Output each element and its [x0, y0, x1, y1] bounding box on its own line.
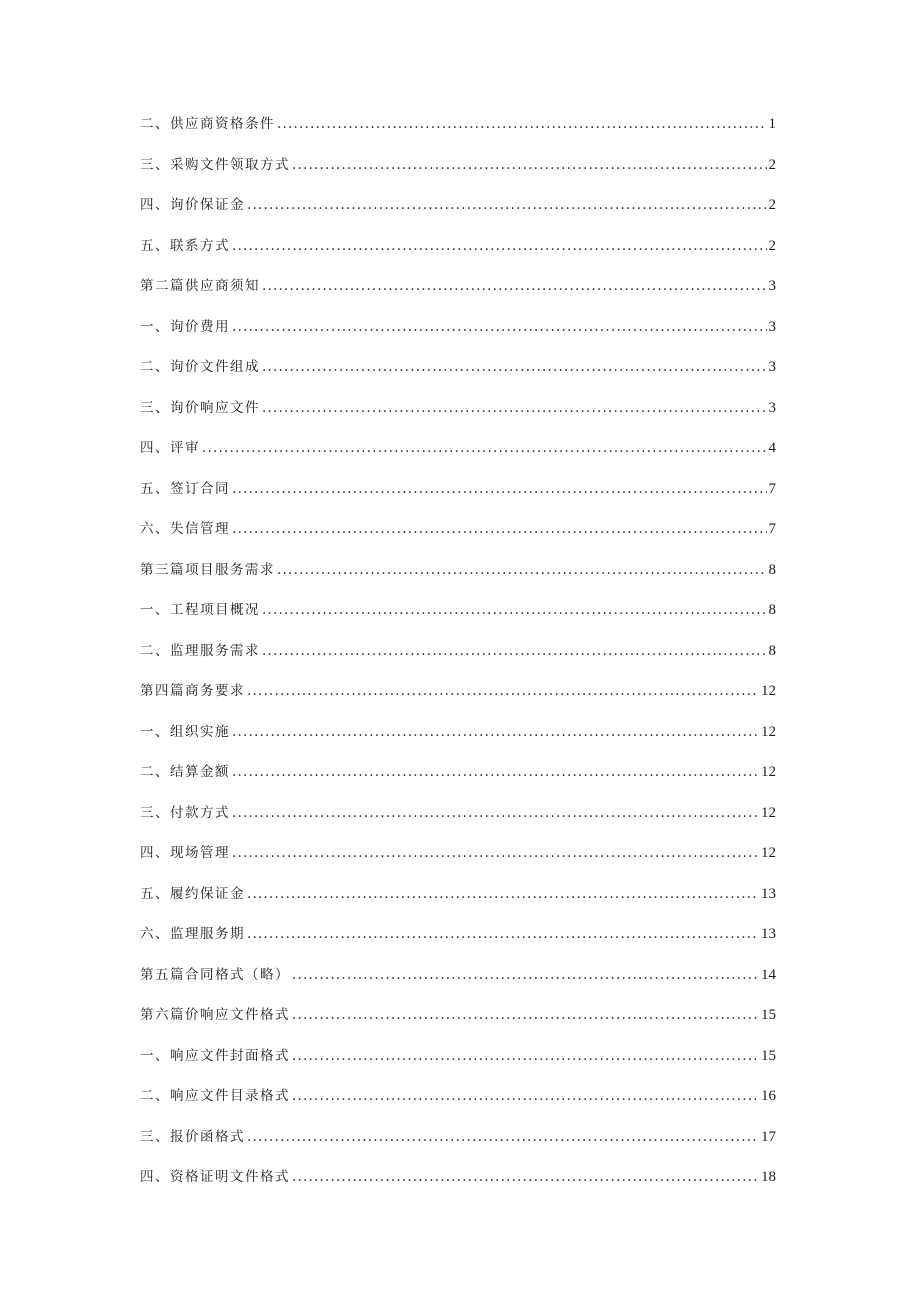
- toc-entry-title: 五、签订合同: [140, 480, 230, 497]
- toc-dot-leader: [277, 562, 767, 578]
- toc-entry-title: 一、工程项目概况: [140, 602, 260, 618]
- toc-entry-page: 18: [761, 1169, 776, 1185]
- toc-entry[interactable]: [140, 153, 776, 194]
- toc-section-entry[interactable]: [140, 558, 776, 599]
- toc-entry[interactable]: [140, 234, 776, 275]
- toc-entry-page: 3: [768, 359, 776, 375]
- toc-entry-title: 第五篇合同格式（略）: [140, 966, 290, 983]
- toc-entry[interactable]: [140, 922, 776, 963]
- toc-entry-page: 2: [768, 197, 776, 213]
- toc-dot-leader: [247, 926, 759, 942]
- toc-dot-leader: [292, 1088, 759, 1104]
- toc-dot-leader: [292, 1007, 759, 1023]
- toc-dot-leader: [292, 157, 767, 173]
- toc-entry-title: 一、响应文件封面格式: [140, 1047, 290, 1064]
- toc-entry-page: 17: [761, 1128, 776, 1145]
- toc-entry-title: 三、询价响应文件: [140, 399, 260, 416]
- toc-section-entry[interactable]: [140, 274, 776, 315]
- toc-entry[interactable]: [140, 598, 776, 639]
- toc-entry[interactable]: [140, 841, 776, 882]
- toc-entry-page: 2: [768, 156, 776, 173]
- toc-entry-page: 12: [761, 723, 776, 740]
- toc-entry-title: 一、组织实施: [140, 723, 230, 740]
- toc-entry[interactable]: [140, 639, 776, 680]
- toc-entry[interactable]: [140, 193, 776, 234]
- toc-entry-title: 二、监理服务需求: [140, 642, 260, 659]
- toc-entry-title: 六、监理服务期: [140, 926, 245, 942]
- toc-dot-leader: [232, 238, 767, 254]
- toc-entry-page: 13: [761, 926, 776, 942]
- toc-dot-leader: [262, 400, 767, 416]
- toc-entry[interactable]: [140, 801, 776, 842]
- toc-entry[interactable]: [140, 720, 776, 761]
- toc-entry[interactable]: [140, 1125, 776, 1166]
- toc-entry-page: 12: [761, 764, 776, 780]
- toc-dot-leader: [202, 440, 767, 456]
- toc-dot-leader: [277, 116, 767, 132]
- toc-dot-leader: [292, 967, 759, 983]
- toc-section-entry[interactable]: [140, 1003, 776, 1044]
- toc-entry-title: 二、询价文件组成: [140, 359, 260, 375]
- toc-dot-leader: [247, 1129, 759, 1145]
- toc-dot-leader: [247, 886, 759, 902]
- toc-entry[interactable]: [140, 1044, 776, 1085]
- toc-dot-leader: [262, 278, 767, 294]
- toc-entry-page: 12: [761, 845, 776, 861]
- toc-entry-page: 13: [761, 885, 776, 902]
- toc-entry-page: 1: [768, 116, 776, 132]
- toc-entry[interactable]: [140, 112, 776, 153]
- toc-entry-title: 二、结算金额: [140, 764, 230, 780]
- toc-section-entry[interactable]: [140, 679, 776, 720]
- toc-entry-title: 二、供应商资格条件: [140, 116, 275, 132]
- toc-entry-page: 3: [768, 278, 776, 294]
- toc-entry-title: 四、资格证明文件格式: [140, 1169, 290, 1185]
- toc-entry[interactable]: [140, 1165, 776, 1206]
- toc-dot-leader: [232, 319, 767, 335]
- toc-entry-page: 8: [768, 642, 776, 659]
- toc-entry-title: 四、评审: [140, 440, 200, 456]
- toc-dot-leader: [232, 764, 759, 780]
- toc-entry-title: 四、询价保证金: [140, 197, 245, 213]
- toc-dot-leader: [232, 845, 759, 861]
- toc-entry-title: 五、联系方式: [140, 237, 230, 254]
- toc-entry[interactable]: [140, 355, 776, 396]
- toc-entry-page: 3: [768, 318, 776, 335]
- toc-entry[interactable]: [140, 517, 776, 558]
- toc-dot-leader: [232, 521, 767, 537]
- toc-entry[interactable]: [140, 477, 776, 518]
- table-of-contents: [140, 112, 776, 1206]
- toc-entry-title: 五、履约保证金: [140, 885, 245, 902]
- toc-dot-leader: [292, 1169, 759, 1185]
- toc-entry-page: 14: [761, 966, 776, 983]
- toc-entry-page: 7: [768, 521, 776, 537]
- toc-entry-title: 第四篇商务要求: [140, 683, 245, 699]
- toc-entry-title: 三、采购文件领取方式: [140, 156, 290, 173]
- toc-entry[interactable]: [140, 315, 776, 356]
- toc-entry-page: 15: [761, 1007, 776, 1023]
- toc-dot-leader: [262, 643, 767, 659]
- toc-entry-title: 二、响应文件目录格式: [140, 1088, 290, 1104]
- toc-entry[interactable]: [140, 760, 776, 801]
- toc-entry[interactable]: [140, 436, 776, 477]
- toc-dot-leader: [262, 359, 767, 375]
- toc-dot-leader: [247, 683, 759, 699]
- toc-entry-title: 六、失信管理: [140, 521, 230, 537]
- toc-entry-page: 4: [768, 440, 776, 456]
- toc-dot-leader: [232, 805, 759, 821]
- toc-entry-page: 12: [761, 683, 776, 699]
- toc-entry[interactable]: [140, 1084, 776, 1125]
- toc-entry-page: 7: [768, 480, 776, 497]
- toc-entry-title: 三、付款方式: [140, 804, 230, 821]
- toc-entry-title: 三、报价函格式: [140, 1128, 245, 1145]
- toc-dot-leader: [232, 724, 759, 740]
- toc-entry-title: 第六篇价响应文件格式: [140, 1007, 290, 1023]
- toc-entry-page: 8: [768, 602, 776, 618]
- toc-section-entry[interactable]: [140, 963, 776, 1004]
- toc-entry-page: 12: [761, 804, 776, 821]
- toc-entry-title: 一、询价费用: [140, 318, 230, 335]
- toc-entry[interactable]: [140, 396, 776, 437]
- toc-entry-page: 3: [768, 399, 776, 416]
- toc-dot-leader: [262, 602, 767, 618]
- toc-entry[interactable]: [140, 882, 776, 923]
- toc-entry-page: 8: [768, 561, 776, 578]
- toc-dot-leader: [247, 197, 767, 213]
- toc-entry-title: 第三篇项目服务需求: [140, 561, 275, 578]
- toc-dot-leader: [232, 481, 767, 497]
- toc-entry-title: 四、现场管理: [140, 845, 230, 861]
- toc-entry-page: 15: [761, 1047, 776, 1064]
- toc-entry-title: 第二篇供应商须知: [140, 278, 260, 294]
- toc-entry-page: 2: [768, 237, 776, 254]
- toc-dot-leader: [292, 1048, 759, 1064]
- toc-entry-page: 16: [761, 1088, 776, 1104]
